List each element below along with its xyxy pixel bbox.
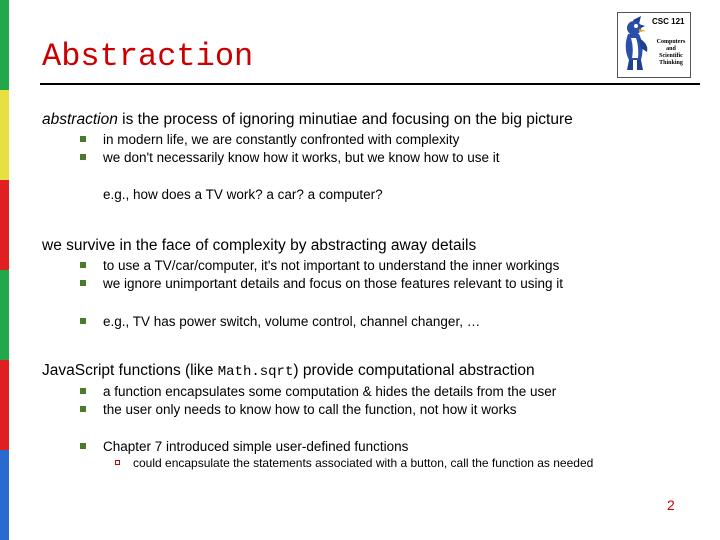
bullet-marker (80, 136, 86, 142)
logo-line: and (666, 46, 676, 52)
list-item: we don't necessarily know how it works, but we know how to use it (103, 150, 500, 165)
abstraction-term: abstraction (42, 111, 118, 128)
course-logo (617, 12, 691, 78)
list-item: in modern life, we are constantly confronted with complexity (103, 132, 460, 147)
section3-heading-pre: JavaScript functions (like (42, 362, 218, 379)
title-underline (40, 83, 700, 85)
section1-heading (42, 111, 573, 129)
section3-heading-post: ) provide computational abstraction (293, 362, 535, 379)
bullet-marker (80, 262, 86, 268)
strip-segment (0, 450, 9, 540)
logo-subtitle (652, 39, 690, 67)
strip-segment (0, 360, 9, 450)
slide-title: Abstraction (42, 38, 254, 75)
list-item: a function encapsulates some computation & hides the details from the user (103, 384, 557, 399)
section3-heading (42, 362, 535, 381)
list-item: the user only needs to know how to call the function, not how it works (103, 402, 517, 417)
logo-line: Thinking (659, 60, 683, 66)
code-math-sqrt: Math.sqrt (217, 364, 294, 380)
logo-line: Scientific (659, 53, 683, 59)
example-text: e.g., how does a TV work? a car? a computer? (103, 187, 383, 202)
sub-bullet-marker (115, 460, 120, 465)
logo-course-code: CSC 121 (652, 17, 685, 26)
bullet-marker (80, 154, 86, 160)
bullet-marker (80, 406, 86, 412)
bullet-marker (80, 280, 86, 286)
logo-line: Computers (656, 39, 686, 45)
page-number: 2 (667, 497, 675, 513)
sub-list-item: could encapsulate the statements associated with a button, call the function as needed (133, 456, 594, 470)
strip-segment (0, 90, 9, 180)
list-item: to use a TV/car/computer, it's not important to understand the inner workings (103, 258, 560, 273)
slide-color-strip (0, 0, 9, 540)
strip-segment (0, 0, 9, 90)
list-item: Chapter 7 introduced simple user-defined functions (103, 439, 409, 454)
list-item: we ignore unimportant details and focus on those features relevant to using it (103, 276, 564, 291)
section1-heading-rest: is the process of ignoring minutiae and focusing on the big picture (117, 111, 573, 128)
bullet-marker (80, 443, 86, 449)
bullet-marker (80, 388, 86, 394)
section2-heading: we survive in the face of complexity by abstracting away details (42, 237, 477, 254)
strip-segment (0, 270, 9, 360)
strip-segment (0, 180, 9, 270)
mascot-bird-icon (619, 14, 653, 76)
bullet-marker (80, 318, 86, 324)
list-item: e.g., TV has power switch, volume control, channel changer, … (103, 314, 481, 329)
